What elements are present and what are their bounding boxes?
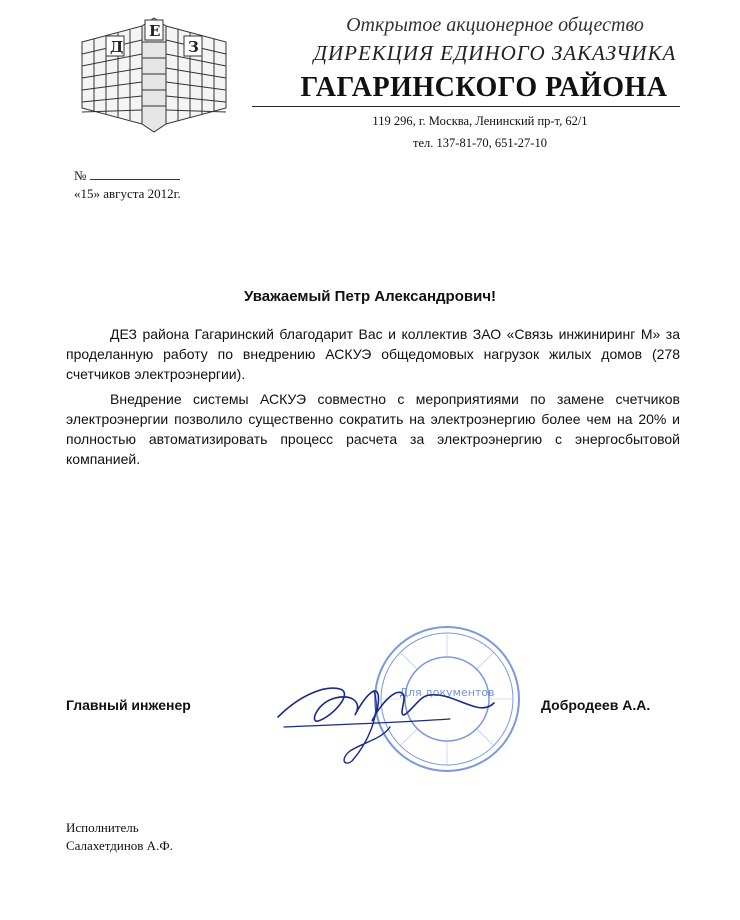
reference-number [74,168,180,184]
company-logo [78,12,230,140]
stamp-center-text: Для документов [399,686,495,699]
executor-label: Исполнитель [66,820,139,835]
signatory-name: Добродеев А.А. [541,697,651,713]
reference-number-blank [90,169,180,180]
handwritten-signature [270,655,500,770]
svg-text:З: З [188,38,199,56]
signatory-position: Главный инженер [66,697,191,713]
org-type: Открытое акционерное общество [346,14,644,36]
reference-date: «15» августа 2012г. [74,186,181,201]
svg-text:Д: Д [110,38,124,56]
executor-name: Салахетдинов А.Ф. [66,838,173,853]
salutation: Уважаемый Петр Александрович! [243,288,497,305]
reference-number-label: № [74,168,87,183]
org-phone: тел. 137-81-70, 651-27-10 [413,136,547,150]
header-divider [252,106,680,107]
org-name: ДИРЕКЦИЯ ЕДИНОГО ЗАКАЗЧИКА [313,41,677,65]
svg-text:Е: Е [149,22,161,40]
org-address: 119 296, г. Москва, Ленинский пр-т, 62/1 [372,114,588,128]
body-paragraph: Внедрение системы АСКУЭ совместно с мероприятиями по замене счетчиков электроэнергии позволило существенно сократить на электроэнергию более чем на 20% и полностью автоматизировать процесс расчета за электроэнергию с энергосбытовой компанией. [66,391,680,467]
district-name: ГАГАРИНСКОГО РАЙОНА [300,72,668,103]
body-paragraph: ДЕЗ района Гагаринский благодарит Вас и коллектив ЗАО «Связь инжиниринг М» за проделанную работу по внедрению АСКУЭ общедомовых нагрузок жилых домов (278 счетчиков электроэнергии). [66,326,680,382]
